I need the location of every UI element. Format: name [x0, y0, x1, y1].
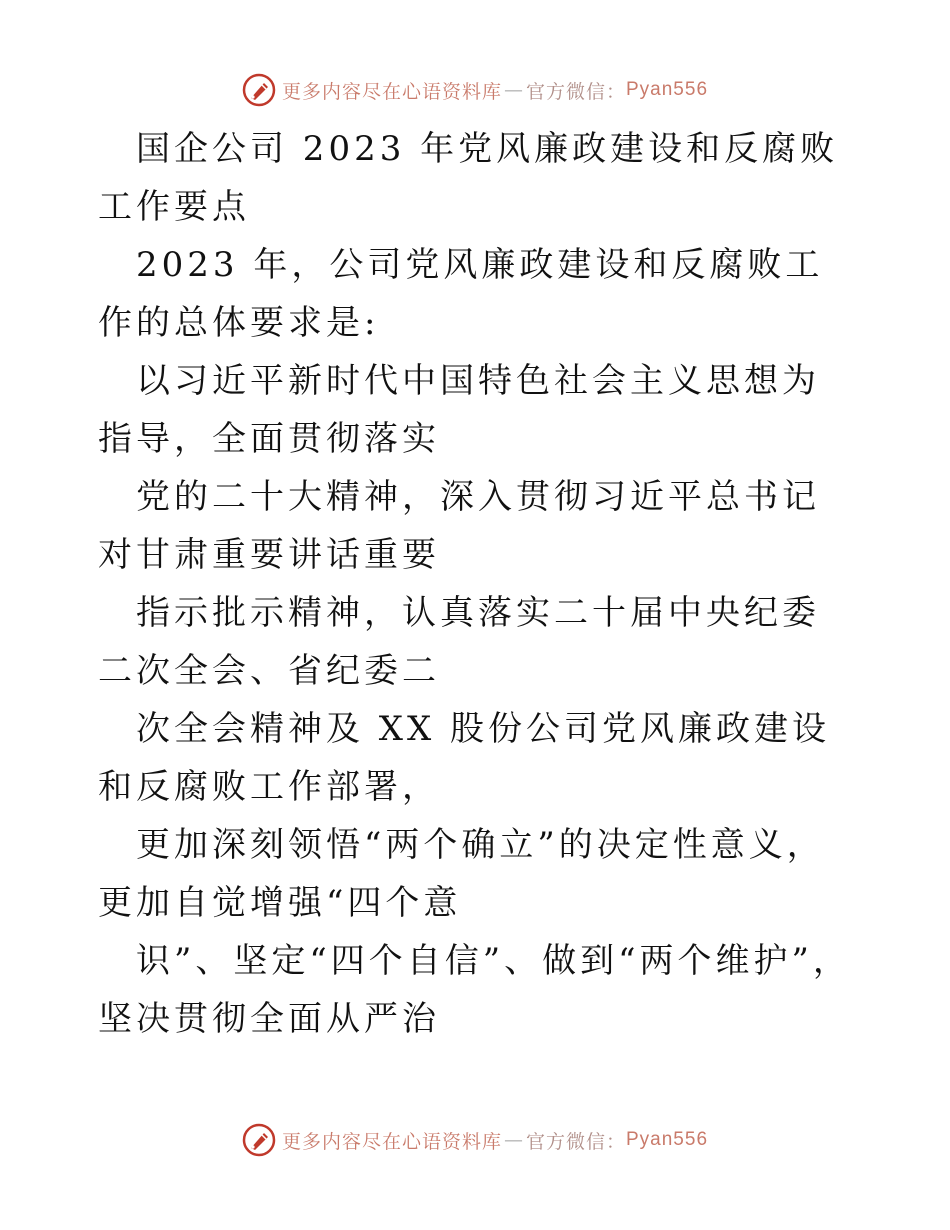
- header-watermark: [0, 70, 950, 110]
- fountain-pen-logo-icon: [242, 1123, 276, 1157]
- watermark-main-text: 更多内容尽在心语资料库: [281, 80, 502, 103]
- document-title: 国企公司 2023 年党风廉政建设和反腐败工作要点: [98, 129, 839, 227]
- paragraph: 识”、坚定“四个自信”、做到“两个维护”，坚决贯彻全面从严治: [98, 941, 851, 1039]
- watermark-wechat-id: Pyan556: [626, 79, 709, 100]
- paragraph: 次全会精神及 XX 股份公司党风廉政建设和反腐败工作部署，: [98, 709, 831, 807]
- document-body: [98, 120, 854, 1048]
- paragraph: 2023 年，公司党风廉政建设和反腐败工作的总体要求是:: [98, 245, 824, 343]
- paragraph: 指示批示精神，认真落实二十届中央纪委二次全会、省纪委二: [98, 593, 820, 691]
- watermark-separator: —: [503, 1129, 524, 1151]
- paragraph: 党的二十大精神，深入贯彻习近平总书记对甘肃重要讲话重要: [98, 477, 820, 575]
- watermark-sub-text: 官方微信：: [525, 1130, 626, 1153]
- fountain-pen-logo-icon: [242, 73, 276, 107]
- watermark-main-text: 更多内容尽在心语资料库: [281, 1130, 502, 1153]
- watermark-sub-text: 官方微信：: [525, 80, 626, 103]
- paragraph: 以习近平新时代中国特色社会主义思想为指导，全面贯彻落实: [98, 361, 820, 459]
- paragraph: 更加深刻领悟“两个确立”的决定性意义，更加自觉增强“四个意: [98, 825, 825, 923]
- watermark-separator: —: [503, 79, 524, 101]
- footer-watermark: [0, 1120, 950, 1160]
- watermark-wechat-id: Pyan556: [626, 1129, 709, 1150]
